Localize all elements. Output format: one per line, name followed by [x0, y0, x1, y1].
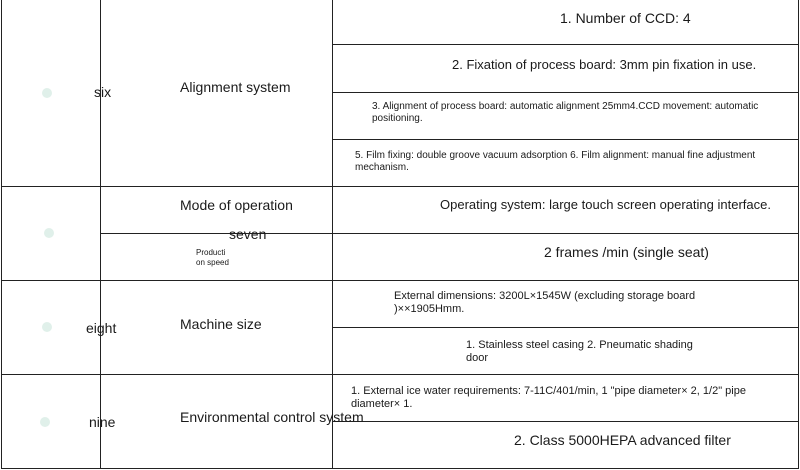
table-border-right — [798, 0, 799, 469]
spec-item: 1. External ice water requirements: 7-11C/401/min, 1 "pipe diameter× 2, 1/2" pipe diameter× 1. — [351, 385, 746, 411]
row-number: seven — [229, 226, 267, 242]
row-divider-six-seven — [1, 186, 799, 187]
scan-artifact — [42, 322, 52, 332]
spec-item: Operating system: large touch screen operating interface. — [440, 197, 771, 212]
subrow-divider — [332, 139, 799, 140]
row-sub-label: on speed — [196, 258, 229, 267]
subrow-divider — [332, 44, 799, 45]
spec-item: 2. Fixation of process board: 3mm pin fixation in use. — [452, 57, 757, 72]
column-divider-1 — [100, 0, 101, 469]
subrow-divider — [332, 421, 799, 422]
row-divider-seven-eight — [1, 280, 799, 281]
row-category: Machine size — [180, 316, 262, 332]
table-border-left — [1, 0, 2, 469]
subrow-divider — [332, 327, 799, 328]
table-border-bottom — [1, 468, 799, 469]
scan-artifact — [44, 228, 54, 238]
spec-item: 2. Class 5000HEPA advanced filter — [514, 432, 731, 448]
spec-item: 1. Stainless steel casing 2. Pneumatic shading door — [466, 339, 693, 365]
scan-artifact — [40, 417, 50, 427]
subrow-divider — [100, 233, 799, 234]
spec-item: External dimensions: 3200L×1545W (excluding storage board )××1905Hmm. — [394, 290, 696, 316]
spec-item: 3. Alignment of process board: automatic alignment 25mm4.CCD movement: automatic positioning. — [372, 101, 759, 124]
scan-artifact — [42, 88, 52, 98]
row-sub-label: Producti — [196, 248, 226, 257]
column-divider-2 — [332, 0, 333, 469]
row-sub-label: Mode of operation — [180, 197, 293, 213]
row-divider-eight-nine — [1, 374, 799, 375]
spec-item: 5. Film fixing: double groove vacuum adsorption 6. Film alignment: manual fine adjustment mechanism. — [355, 150, 756, 173]
row-category: Alignment system — [180, 79, 291, 95]
row-number: six — [94, 84, 112, 100]
spec-item: 1. Number of CCD: 4 — [560, 10, 691, 26]
row-number: eight — [86, 320, 117, 336]
row-category: Environmental control system — [180, 409, 364, 425]
spec-item: 2 frames /min (single seat) — [544, 244, 709, 260]
subrow-divider — [332, 92, 799, 93]
row-number: nine — [89, 414, 116, 430]
